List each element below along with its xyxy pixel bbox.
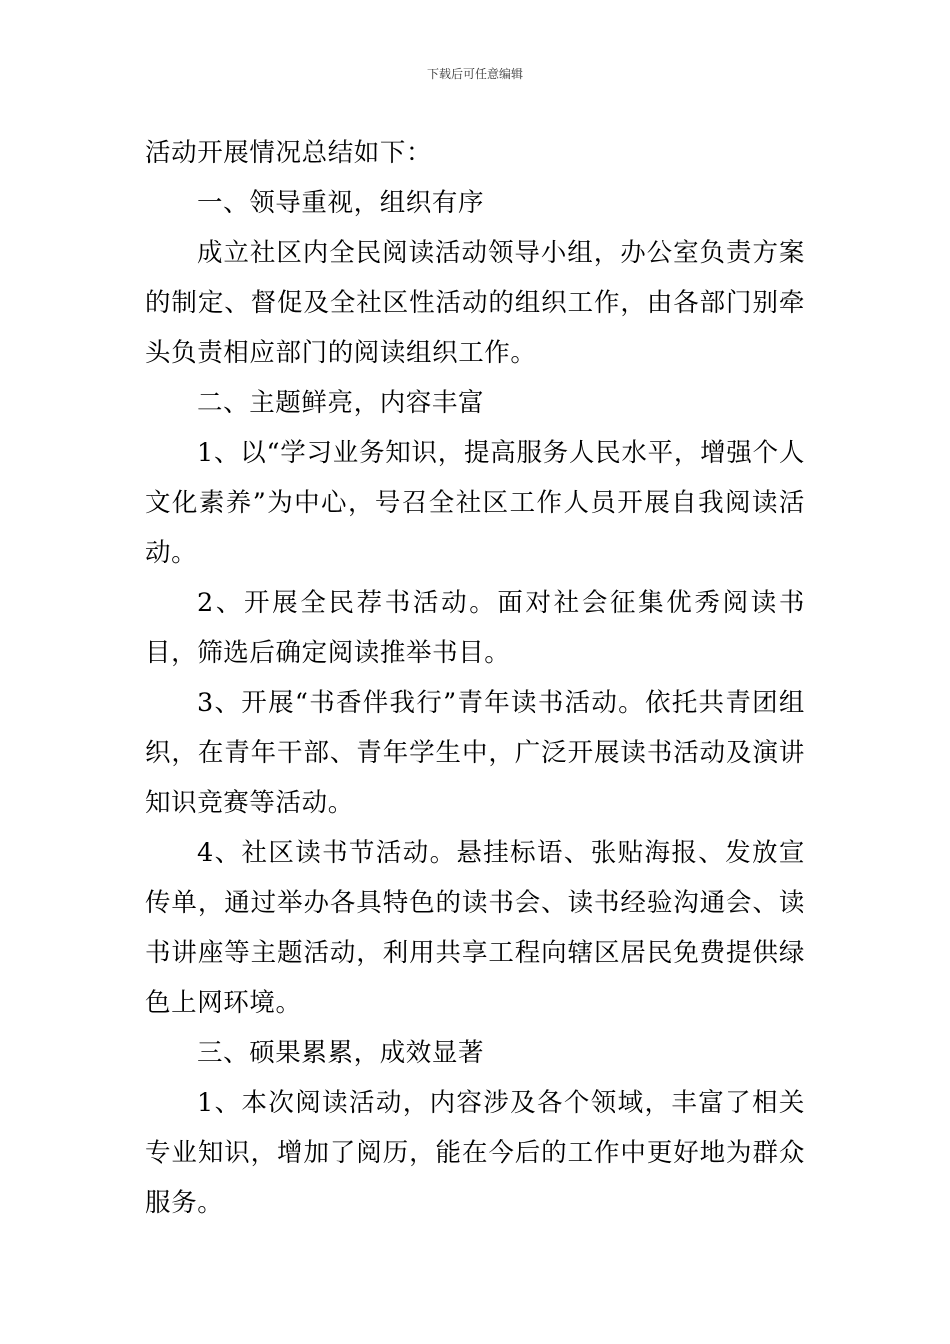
- paragraph-item-3: 3、开展“书香伴我行”青年读书活动。依托共青团组织，在青年干部、青年学生中，广泛开展读书活动及演讲知识竞赛等活动。: [145, 688, 805, 818]
- section-heading-3: 三、硕果累累，成效显著: [197, 1038, 485, 1068]
- document-body: [145, 128, 805, 1228]
- section-heading-2: 二、主题鲜亮，内容丰富: [197, 388, 485, 418]
- paragraph-leadership: 成立社区内全民阅读活动领导小组，办公室负责方案的制定、督促及全社区性活动的组织工作，由各部门别牵头负责相应部门的阅读组织工作。: [145, 238, 805, 368]
- paragraph-item-1: 1、以“学习业务知识，提高服务人民水平，增强个人文化素养”为中心，号召全社区工作人员开展自我阅读活动。: [145, 438, 805, 568]
- paragraph-item-2: 2、开展全民荐书活动。面对社会征集优秀阅读书目，筛选后确定阅读推举书目。: [145, 588, 805, 668]
- paragraph-result-1: 1、本次阅读活动，内容涉及各个领域，丰富了相关专业知识，增加了阅历，能在今后的工作中更好地为群众服务。: [145, 1088, 805, 1218]
- paragraph-intro: 活动开展情况总结如下：: [145, 138, 433, 168]
- page-header: 下载后可任意编辑: [426, 67, 523, 81]
- section-heading-1: 一、领导重视，组织有序: [197, 188, 485, 218]
- paragraph-item-4: 4、社区读书节活动。悬挂标语、张贴海报、发放宣传单，通过举办各具特色的读书会、读书经验沟通会、读书讲座等主题活动，利用共享工程向辖区居民免费提供绿色上网环境。: [145, 838, 805, 1018]
